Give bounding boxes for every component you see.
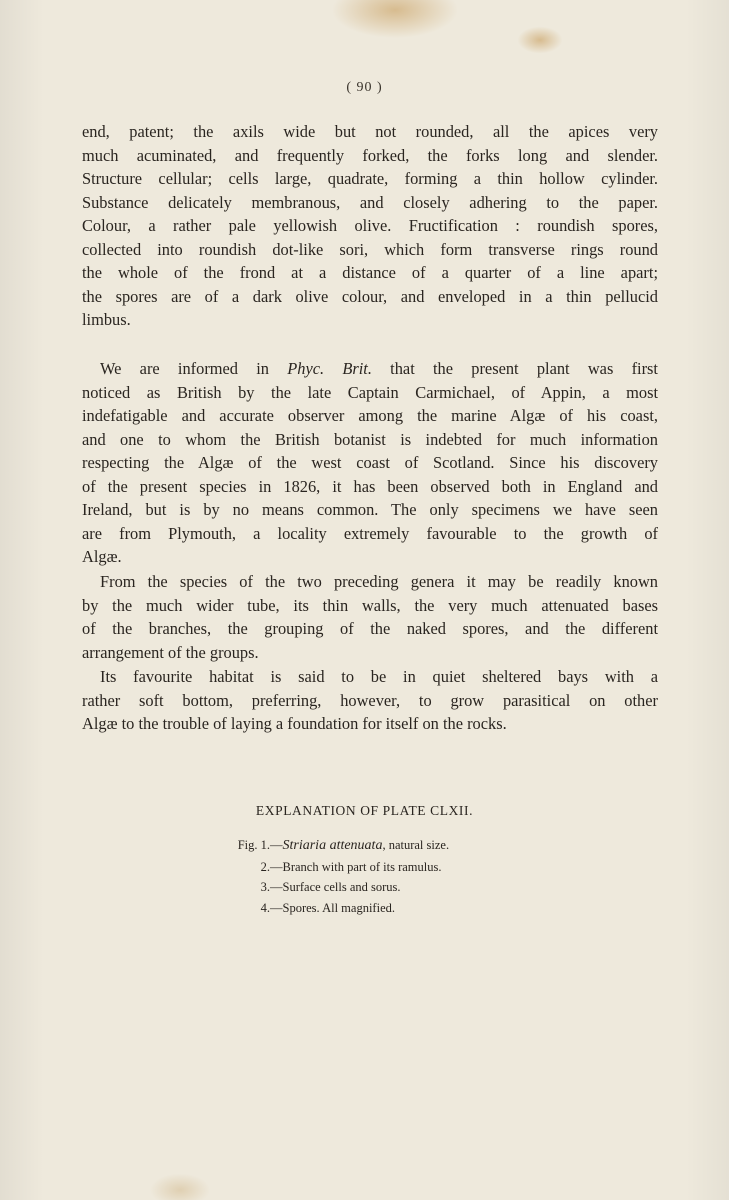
text-line: the whole of the frond at a distance of a quarter of a line apart; (82, 263, 658, 282)
text-line: indefatigable and accurate observer among the marine Algæ of his coast, (82, 406, 658, 425)
text-run: that the present plant was first (371, 359, 658, 378)
figure-text: Branch with part of its ramulus. (282, 859, 442, 874)
figure-dash: — (270, 838, 283, 852)
paragraph-history (82, 357, 658, 569)
text-line: of the branches, the grouping of the naked spores, and the different (82, 619, 658, 638)
paragraph-habitat (82, 665, 658, 736)
figure-text: , natural size. (382, 838, 450, 852)
paragraph-distinction (82, 570, 658, 664)
text-line: the spores are of a dark olive colour, and enveloped in a thin pellucid (82, 286, 658, 306)
text-line: limbus. (82, 310, 131, 329)
text-line: From the species of the two preceding genera it may be readily known (100, 572, 658, 591)
figure-caption (216, 898, 449, 919)
text-line: Colour, a rather pale yellowish olive. Fructification : roundish spores, (82, 216, 658, 235)
text-line: much acuminated, and frequently forked, the forks long and slender. (82, 145, 658, 165)
text-line: of the present species in 1826, it has been observed both in England and (82, 476, 658, 496)
text-line (82, 357, 658, 381)
text-line: Ireland, but is by no means common. The only specimens we have seen (82, 500, 658, 519)
text-line: Algæ. (82, 547, 122, 566)
plate-heading: EXPLANATION OF PLATE CLXII. (255, 803, 474, 818)
text-run: We are informed in (100, 359, 288, 378)
text-line: collected into roundish dot-like sori, which form transverse rings round (82, 239, 658, 259)
text-line: Substance delicately membranous, and closely adhering to the paper. (82, 192, 658, 212)
text-line: Structure cellular; cells large, quadrate, forming a thin hollow cylinder. (82, 169, 658, 188)
figure-dash: — (270, 859, 283, 874)
italic-reference: Phyc. Brit. (287, 359, 372, 378)
figure-number: 3. (260, 880, 270, 894)
figure-text: Surface cells and sorus. (282, 880, 401, 894)
text-line: respecting the Algæ of the west coast of Scotland. Since his discovery (82, 453, 658, 472)
text-line: Its favourite habitat is said to be in quiet sheltered bays with a (100, 667, 658, 686)
figure-caption (216, 857, 449, 878)
figure-list (216, 835, 449, 918)
figure-dash: — (270, 880, 283, 894)
text-line: are from Plymouth, a locality extremely favourable to the growth of (82, 523, 658, 543)
figure-number: 4. (260, 900, 270, 915)
text-line: Algæ to the trouble of laying a foundation for itself on the rocks. (82, 714, 507, 733)
text-line: noticed as British by the late Captain Carmichael, of Appin, a most (82, 382, 658, 402)
text-line: arrangement of the groups. (82, 642, 259, 662)
figure-number: Fig. 1. (237, 838, 270, 852)
figure-text: Spores. All magnified. (282, 900, 395, 915)
figure-caption (216, 877, 449, 898)
figure-dash: — (270, 900, 283, 915)
species-name: Striaria attenuata (282, 838, 383, 853)
text-line: end, patent; the axils wide but not rounded, all the apices very (82, 122, 658, 141)
text-line: by the much wider tube, its thin walls, the very much attenuated bases (82, 595, 658, 615)
text-line: rather soft bottom, preferring, however, to grow parasitical on other (82, 690, 658, 710)
figure-number: 2. (260, 859, 270, 874)
figure-caption (216, 835, 449, 857)
paragraph-description (82, 120, 658, 332)
text-line: and one to whom the British botanist is indebted for much information (82, 429, 658, 449)
page-number: ( 90 ) (346, 80, 383, 95)
